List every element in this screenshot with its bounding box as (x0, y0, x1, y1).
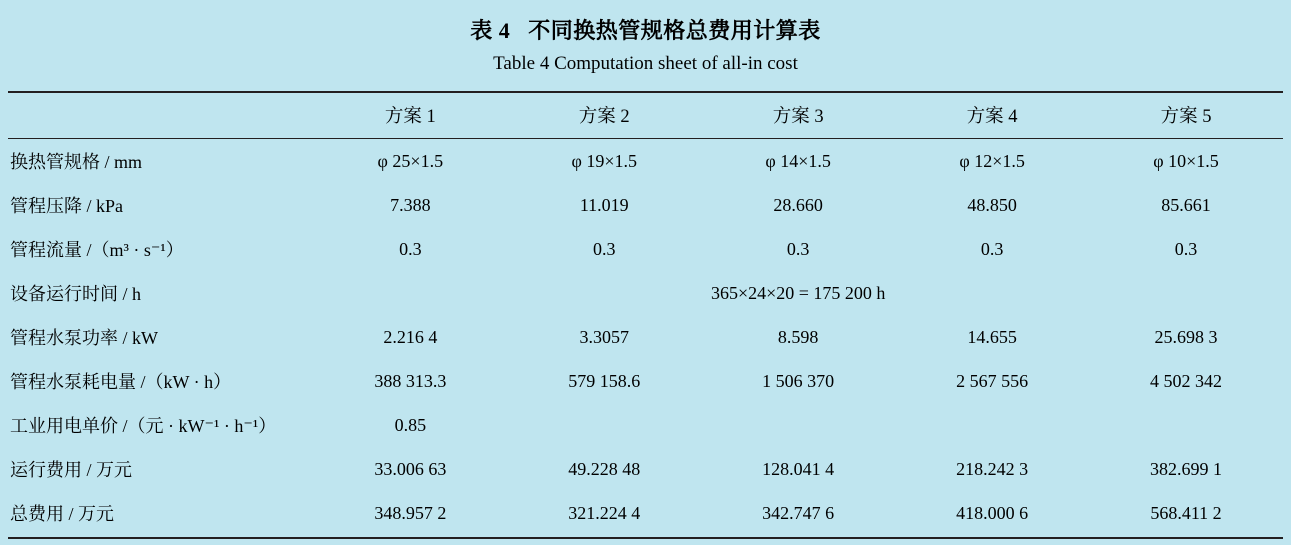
row-label: 设备运行时间 / h (10, 284, 142, 305)
cell: 382.699 1 (1150, 458, 1223, 479)
cell: 49.228 48 (568, 458, 641, 479)
cell: 418.000 6 (895, 491, 1089, 538)
row-label: 管程流量 /（m³ · s⁻¹） (10, 240, 184, 261)
row-label: 管程水泵耗电量 /（kW · h） (10, 372, 232, 393)
column-header-plan-4: 方案 4 (895, 92, 1089, 139)
table-body (8, 139, 1283, 539)
row-label: 管程压降 / kPa (10, 196, 124, 217)
caption-chinese (8, 14, 1283, 47)
table-row (8, 271, 1283, 315)
cell: 388 313.3 (374, 370, 447, 391)
caption-chinese-text: 不同换热管规格总费用计算表 (528, 18, 821, 43)
column-header-plan-2: 方案 2 (507, 92, 701, 139)
table-row (8, 491, 1283, 538)
cell (1089, 403, 1283, 447)
cell: 321.224 4 (507, 491, 701, 538)
column-header-plan-1: 方案 1 (313, 92, 507, 139)
cell-merged: 365×24×20 = 175 200 h (710, 282, 886, 303)
row-label: 总费用 / 万元 (8, 491, 313, 538)
cell: 25.698 3 (1154, 326, 1218, 347)
row-label: 运行费用 / 万元 (10, 460, 133, 481)
cell: 0.3 (399, 238, 422, 259)
cell: 8.598 (777, 326, 819, 347)
cell: 0.3 (980, 238, 1004, 259)
cell: 0.3 (592, 238, 616, 259)
cell: φ 10×1.5 (1153, 150, 1219, 171)
cell (701, 403, 895, 447)
cell: 2 567 556 (956, 370, 1029, 391)
cell: 348.957 2 (313, 491, 507, 538)
cell: 0.3 (786, 238, 810, 259)
cell: 7.388 (390, 194, 431, 215)
cell: 0.85 (394, 414, 427, 435)
cell: φ 14×1.5 (765, 150, 831, 171)
cell: φ 19×1.5 (571, 150, 638, 171)
table-row (8, 315, 1283, 359)
cell: 4 502 342 (1150, 370, 1223, 391)
column-header-plan-5: 方案 5 (1089, 92, 1283, 139)
row-label: 管程水泵功率 / kW (10, 328, 158, 349)
table-header (8, 92, 1283, 139)
table-row (8, 403, 1283, 447)
cell: 2.216 4 (383, 326, 438, 347)
row-label: 换热管规格 / mm (10, 152, 143, 173)
cell: 128.041 4 (762, 458, 835, 479)
cell: 3.3057 (579, 326, 629, 347)
row-label: 工业用电单价 /（元 · kW⁻¹ · h⁻¹） (10, 416, 277, 437)
column-header-label (8, 92, 313, 139)
cell: 1 506 370 (762, 370, 835, 391)
cell: φ 25×1.5 (377, 150, 444, 171)
table-caption (8, 0, 1283, 79)
caption-english: Table 4 Computation sheet of all-in cost (493, 53, 798, 74)
cell: 568.411 2 (1089, 491, 1283, 538)
cell: 85.661 (1161, 194, 1211, 215)
cell: 28.660 (773, 194, 823, 215)
cell: 0.3 (1174, 238, 1198, 259)
cell: 218.242 3 (956, 458, 1029, 479)
column-header-plan-3: 方案 3 (701, 92, 895, 139)
table-row (8, 183, 1283, 227)
cell: φ 12×1.5 (959, 150, 1025, 171)
table-header-row (8, 92, 1283, 139)
cell: 14.655 (967, 326, 1017, 347)
table-row (8, 139, 1283, 184)
cost-table (8, 91, 1283, 539)
cell: 48.850 (967, 194, 1017, 215)
cell: 342.747 6 (701, 491, 895, 538)
table-row (8, 447, 1283, 491)
caption-table-number: 表 4 (470, 18, 511, 43)
cell: 11.019 (579, 194, 629, 215)
cell: 579 158.6 (568, 370, 641, 391)
cell (895, 403, 1089, 447)
table-row (8, 227, 1283, 271)
table-row (8, 359, 1283, 403)
cell: 33.006 63 (374, 458, 447, 479)
cell (507, 403, 701, 447)
